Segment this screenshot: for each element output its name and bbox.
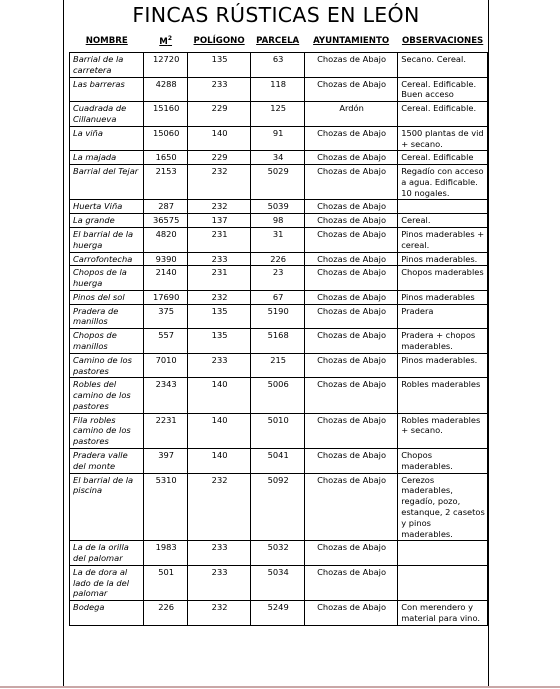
cell-m2: 501 [144, 565, 187, 600]
cell-parcela: 23 [251, 266, 305, 291]
table-row [70, 214, 488, 228]
cell-nombre: Camino de los pastores [70, 353, 144, 378]
cell-m2: 1650 [144, 151, 187, 165]
cell-ayuntamiento: Chozas de Abajo [304, 290, 397, 304]
header-m2-label: M [159, 36, 168, 47]
header-nombre: NOMBRE [70, 33, 144, 53]
table-row [70, 541, 488, 566]
cell-poligono: 231 [187, 266, 251, 291]
cell-poligono: 135 [187, 304, 251, 329]
cell-observaciones: Robles maderables [398, 378, 488, 413]
table-row [70, 473, 488, 541]
cell-parcela: 226 [251, 252, 305, 266]
cell-ayuntamiento: Chozas de Abajo [304, 165, 397, 200]
cell-observaciones [398, 565, 488, 600]
table-row [70, 601, 488, 626]
cell-nombre: Cuadrada de Cillanueva [70, 102, 144, 127]
cell-parcela: 118 [251, 77, 305, 102]
cell-m2: 4288 [144, 77, 187, 102]
cell-parcela: 91 [251, 126, 305, 151]
cell-m2: 5310 [144, 473, 187, 541]
cell-nombre: El barrial de la piscina [70, 473, 144, 541]
cell-nombre: Pradera de manillos [70, 304, 144, 329]
cell-m2: 15160 [144, 102, 187, 127]
table-row [70, 413, 488, 448]
cell-parcela: 31 [251, 227, 305, 252]
cell-nombre: La viña [70, 126, 144, 151]
cell-parcela: 98 [251, 214, 305, 228]
cell-ayuntamiento: Chozas de Abajo [304, 601, 397, 626]
table-row [70, 200, 488, 214]
cell-poligono: 140 [187, 413, 251, 448]
cell-poligono: 140 [187, 378, 251, 413]
table-row [70, 378, 488, 413]
page-title: FINCAS RÚSTICAS EN LEÓN [132, 3, 420, 27]
cell-observaciones [398, 200, 488, 214]
header-poligono: POLÍGONO [187, 33, 251, 53]
cell-m2: 397 [144, 449, 187, 474]
table-row [70, 266, 488, 291]
cell-m2: 2153 [144, 165, 187, 200]
table-body [70, 53, 488, 626]
cell-observaciones: Pradera [398, 304, 488, 329]
cell-poligono: 232 [187, 601, 251, 626]
cell-ayuntamiento: Chozas de Abajo [304, 378, 397, 413]
cell-parcela: 34 [251, 151, 305, 165]
cell-poligono: 232 [187, 200, 251, 214]
cell-observaciones: Cereal. Edificable [398, 151, 488, 165]
cell-parcela: 63 [251, 53, 305, 78]
cell-m2: 226 [144, 601, 187, 626]
cell-observaciones: Pinos maderables + cereal. [398, 227, 488, 252]
table-row [70, 449, 488, 474]
cell-nombre: Carrofontecha [70, 252, 144, 266]
table-row [70, 151, 488, 165]
cell-poligono: 231 [187, 227, 251, 252]
table-row [70, 329, 488, 354]
cell-nombre: Huerta Viña [70, 200, 144, 214]
cell-m2: 2231 [144, 413, 187, 448]
cell-nombre: Chopos de la huerga [70, 266, 144, 291]
cell-m2: 375 [144, 304, 187, 329]
cell-nombre: Barrial de la carretera [70, 53, 144, 78]
cell-observaciones: Con merendero y material para vino. [398, 601, 488, 626]
cell-poligono: 135 [187, 329, 251, 354]
cell-m2: 12720 [144, 53, 187, 78]
cell-ayuntamiento: Chozas de Abajo [304, 473, 397, 541]
cell-nombre: Robles del camino de los pastores [70, 378, 144, 413]
cell-poligono: 229 [187, 151, 251, 165]
cell-poligono: 233 [187, 565, 251, 600]
header-parcela: PARCELA [251, 33, 305, 53]
fincas-table [69, 33, 488, 626]
cell-m2: 7010 [144, 353, 187, 378]
cell-nombre: Pinos del sol [70, 290, 144, 304]
cell-parcela: 5029 [251, 165, 305, 200]
cell-poligono: 140 [187, 126, 251, 151]
cell-nombre: La majada [70, 151, 144, 165]
header-observaciones: OBSERVACIONES [398, 33, 488, 53]
header-ayuntamiento: AYUNTAMIENTO [304, 33, 397, 53]
cell-poligono: 140 [187, 449, 251, 474]
cell-poligono: 233 [187, 252, 251, 266]
table-row [70, 53, 488, 78]
cell-m2: 557 [144, 329, 187, 354]
cell-observaciones: Cereal. Edificable. Buen acceso [398, 77, 488, 102]
cell-parcela: 5190 [251, 304, 305, 329]
table-row [70, 102, 488, 127]
cell-nombre: La grande [70, 214, 144, 228]
cell-nombre: Chopos de manillos [70, 329, 144, 354]
cell-observaciones: Robles maderables + secano. [398, 413, 488, 448]
cell-parcela: 5032 [251, 541, 305, 566]
cell-ayuntamiento: Chozas de Abajo [304, 266, 397, 291]
cell-ayuntamiento: Chozas de Abajo [304, 200, 397, 214]
cell-parcela: 5168 [251, 329, 305, 354]
cell-observaciones: Secano. Cereal. [398, 53, 488, 78]
cell-observaciones: Pinos maderables [398, 290, 488, 304]
cell-ayuntamiento: Chozas de Abajo [304, 449, 397, 474]
cell-observaciones: Pinos maderables. [398, 252, 488, 266]
header-row [70, 33, 488, 53]
cell-parcela: 5006 [251, 378, 305, 413]
cell-observaciones: Cerezos maderables, regadío, pozo, estanque, 2 casetos y pinos maderables. [398, 473, 488, 541]
cell-m2: 15060 [144, 126, 187, 151]
cell-ayuntamiento: Ardón [304, 102, 397, 127]
table-row [70, 77, 488, 102]
cell-poligono: 232 [187, 473, 251, 541]
cell-nombre: La de dora al lado de la del palomar [70, 565, 144, 600]
cell-m2: 4820 [144, 227, 187, 252]
cell-poligono: 232 [187, 290, 251, 304]
cell-parcela: 5249 [251, 601, 305, 626]
document-page [63, 0, 489, 686]
cell-poligono: 233 [187, 77, 251, 102]
cell-ayuntamiento: Chozas de Abajo [304, 541, 397, 566]
cell-nombre: El barrial de la huerga [70, 227, 144, 252]
cell-parcela: 5041 [251, 449, 305, 474]
table-row [70, 165, 488, 200]
cell-poligono: 233 [187, 353, 251, 378]
cell-m2: 9390 [144, 252, 187, 266]
cell-poligono: 233 [187, 541, 251, 566]
cell-m2: 36575 [144, 214, 187, 228]
cell-m2: 2343 [144, 378, 187, 413]
cell-nombre: Fila robles camino de los pastores [70, 413, 144, 448]
table-row [70, 290, 488, 304]
cell-observaciones: 1500 plantas de vid + secano. [398, 126, 488, 151]
cell-parcela: 125 [251, 102, 305, 127]
cell-ayuntamiento: Chozas de Abajo [304, 53, 397, 78]
cell-ayuntamiento: Chozas de Abajo [304, 77, 397, 102]
cell-nombre: Pradera valle del monte [70, 449, 144, 474]
cell-nombre: Las barreras [70, 77, 144, 102]
cell-ayuntamiento: Chozas de Abajo [304, 227, 397, 252]
cell-m2: 17690 [144, 290, 187, 304]
cell-poligono: 135 [187, 53, 251, 78]
table-row [70, 304, 488, 329]
cell-ayuntamiento: Chozas de Abajo [304, 304, 397, 329]
cell-nombre: Barrial del Tejar [70, 165, 144, 200]
table-header [70, 33, 488, 53]
cell-ayuntamiento: Chozas de Abajo [304, 565, 397, 600]
cell-parcela: 215 [251, 353, 305, 378]
page-bottom-edge [0, 686, 560, 688]
cell-ayuntamiento: Chozas de Abajo [304, 353, 397, 378]
table-row [70, 565, 488, 600]
cell-ayuntamiento: Chozas de Abajo [304, 329, 397, 354]
cell-observaciones: Cereal. [398, 214, 488, 228]
cell-poligono: 137 [187, 214, 251, 228]
cell-parcela: 5092 [251, 473, 305, 541]
cell-observaciones [398, 541, 488, 566]
cell-observaciones: Pinos maderables. [398, 353, 488, 378]
cell-poligono: 229 [187, 102, 251, 127]
cell-observaciones: Regadío con acceso a agua. Edificable. 10 nogales. [398, 165, 488, 200]
cell-nombre: La de la orilla del palomar [70, 541, 144, 566]
cell-observaciones: Pradera + chopos maderables. [398, 329, 488, 354]
cell-poligono: 232 [187, 165, 251, 200]
cell-m2: 1983 [144, 541, 187, 566]
header-m2 [144, 33, 187, 53]
table-row [70, 126, 488, 151]
cell-parcela: 5010 [251, 413, 305, 448]
cell-ayuntamiento: Chozas de Abajo [304, 126, 397, 151]
cell-m2: 2140 [144, 266, 187, 291]
header-m2-superscript: 2 [167, 35, 173, 42]
table-row [70, 227, 488, 252]
cell-nombre: Bodega [70, 601, 144, 626]
cell-ayuntamiento: Chozas de Abajo [304, 252, 397, 266]
cell-ayuntamiento: Chozas de Abajo [304, 151, 397, 165]
cell-m2: 287 [144, 200, 187, 214]
cell-ayuntamiento: Chozas de Abajo [304, 214, 397, 228]
cell-parcela: 5034 [251, 565, 305, 600]
cell-parcela: 67 [251, 290, 305, 304]
table-row [70, 252, 488, 266]
cell-ayuntamiento: Chozas de Abajo [304, 413, 397, 448]
cell-observaciones: Chopos maderables [398, 266, 488, 291]
table-row [70, 353, 488, 378]
cell-observaciones: Cereal. Edificable. [398, 102, 488, 127]
cell-parcela: 5039 [251, 200, 305, 214]
cell-observaciones: Chopos maderables. [398, 449, 488, 474]
